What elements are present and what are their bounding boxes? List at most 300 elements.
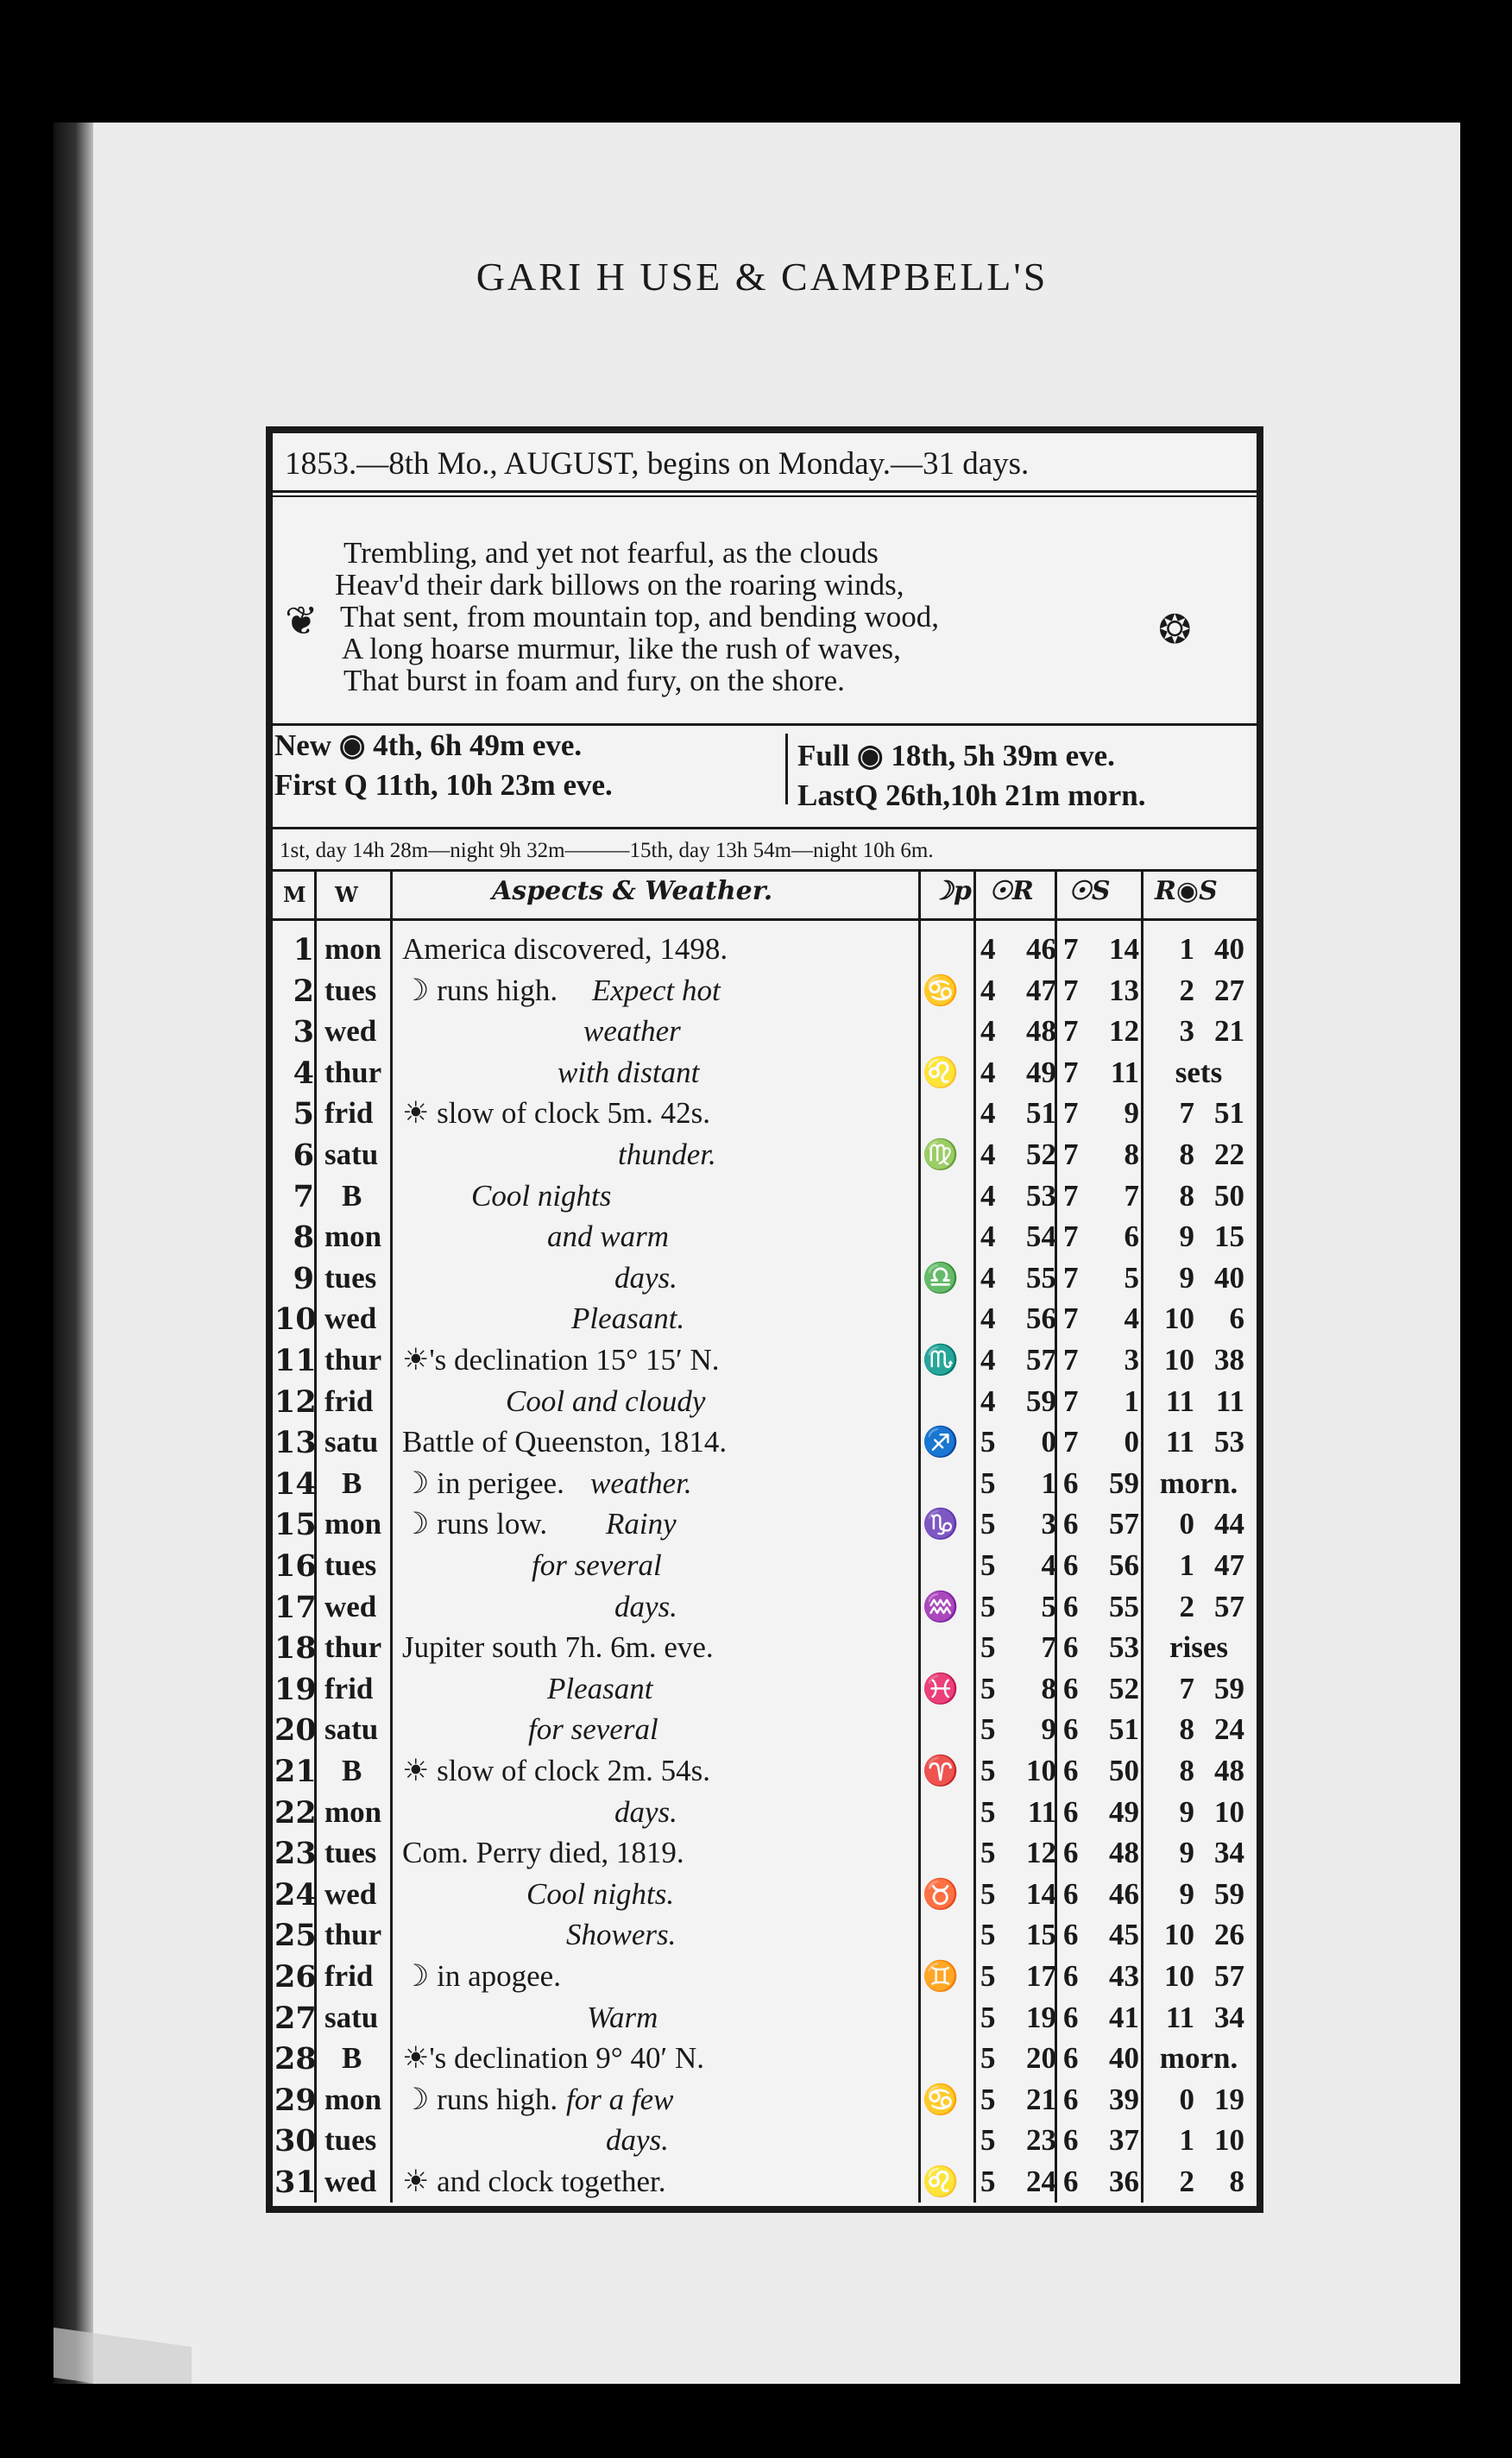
sun-set-hour: 7 [1063, 1056, 1079, 1089]
moon-hour: 2 [1179, 2165, 1194, 2198]
moon-minute: 22 [1214, 1138, 1244, 1171]
weekday: mon [324, 1220, 382, 1253]
aspect-event: ☀ slow of clock 2m. 54s. [402, 1754, 711, 1787]
aspect-event: ☽ runs low. [402, 1507, 548, 1541]
zodiac-sign-icon: ♋ [922, 974, 960, 1008]
weather-note: Cool and cloudy [506, 1384, 706, 1418]
sun-rise-hour: 5 [980, 1507, 996, 1541]
moon-minute: 59 [1214, 1672, 1244, 1705]
sun-rise-minute: 15 [1026, 1918, 1056, 1951]
sun-rise-minute: 10 [1026, 1754, 1056, 1787]
sun-rise-hour: 5 [980, 2165, 996, 2198]
weekday: mon [324, 932, 382, 966]
sun-set-hour: 7 [1063, 1179, 1079, 1213]
day-number: 1 [293, 932, 314, 967]
weekday: frid [324, 1384, 374, 1418]
weather-note: days. [614, 1590, 677, 1623]
aspect-event: America discovered, 1498. [402, 932, 728, 966]
sun-rise-hour: 5 [980, 2001, 996, 2034]
weekday: frid [324, 1672, 374, 1705]
moon-hour: 1 [1179, 1548, 1194, 1582]
day-number: 28 [274, 2041, 317, 2077]
sun-set-hour: 6 [1063, 1466, 1079, 1500]
day-length: 1st, day 14h 28m—night 9h 32m———15th, day 13h 54m—night 10h 6m. [280, 839, 934, 862]
poem-line: That burst in foam and fury, on the shore. [343, 664, 845, 697]
sun-set-hour: 6 [1063, 2083, 1079, 2116]
weather-note: days. [614, 1261, 677, 1295]
moon-minute: 50 [1214, 1179, 1244, 1213]
aspect-event: ☀'s declination 9° 40′ N. [402, 2041, 704, 2075]
sun-set-minute: 9 [1124, 1096, 1139, 1130]
sun-set-minute: 37 [1109, 2123, 1139, 2157]
sun-set-hour: 6 [1063, 2041, 1079, 2075]
weekday: mon [324, 2083, 382, 2116]
sun-set-minute: 48 [1109, 1836, 1139, 1869]
sun-set-hour: 6 [1063, 1672, 1079, 1705]
sun-set-minute: 45 [1109, 1918, 1139, 1951]
day-number: 10 [274, 1301, 317, 1337]
sun-set-minute: 52 [1109, 1672, 1139, 1705]
sun-set-minute: 56 [1109, 1548, 1139, 1582]
publisher-header: GARI H USE & CAMPBELL'S [476, 255, 1049, 299]
sun-set-minute: 8 [1124, 1138, 1139, 1171]
sun-rise-hour: 4 [980, 1220, 996, 1253]
weekday: thur [324, 1343, 382, 1377]
weekday: tues [324, 974, 377, 1007]
sun-rise-minute: 52 [1026, 1138, 1056, 1171]
sun-rise-minute: 47 [1026, 974, 1056, 1007]
phase-first-quarter: First Q 11th, 10h 23m eve. [274, 768, 613, 802]
sun-set-hour: 6 [1063, 1754, 1079, 1787]
sun-set-hour: 6 [1063, 1548, 1079, 1582]
sun-set-hour: 7 [1063, 1138, 1079, 1171]
moon-minute: 51 [1214, 1096, 1244, 1130]
sun-set-minute: 4 [1124, 1301, 1139, 1335]
moon-minute: 24 [1214, 1712, 1244, 1746]
sun-set-minute: 53 [1109, 1630, 1139, 1664]
moon-rise-set-text: morn. [1159, 2041, 1238, 2075]
weather-note: weather [583, 1014, 681, 1048]
aspect-event: Com. Perry died, 1819. [402, 1836, 684, 1869]
weather-note: Warm [587, 2001, 658, 2034]
weekday: B [342, 1179, 362, 1213]
sun-set-minute: 39 [1109, 2083, 1139, 2116]
moon-rise-set-text: morn. [1159, 1466, 1238, 1500]
sun-rise-minute: 12 [1026, 1836, 1056, 1869]
poem [335, 536, 942, 697]
sun-set-hour: 6 [1063, 1959, 1079, 1993]
sun-set-minute: 5 [1124, 1261, 1139, 1295]
sun-rise-hour: 5 [980, 1795, 996, 1829]
moon-minute: 15 [1214, 1220, 1244, 1253]
day-number: 4 [293, 1056, 314, 1091]
sun-set-hour: 7 [1063, 1343, 1079, 1377]
sun-rise-minute: 9 [1041, 1712, 1056, 1746]
weekday: satu [324, 1712, 379, 1746]
sun-set-minute: 57 [1109, 1507, 1139, 1541]
sun-set-minute: 40 [1109, 2041, 1139, 2075]
moon-minute: 40 [1214, 932, 1244, 966]
weekday: tues [324, 2123, 377, 2157]
moon-hour: 1 [1179, 932, 1194, 966]
divider [273, 723, 1257, 726]
sun-set-hour: 7 [1063, 1220, 1079, 1253]
moon-rise-set-text: sets [1175, 1056, 1223, 1089]
moon-minute: 11 [1215, 1384, 1244, 1418]
weather-note: Cool nights [471, 1179, 612, 1213]
moon-hour: 9 [1179, 1795, 1194, 1829]
weekday: satu [324, 1425, 379, 1459]
sun-rise-hour: 4 [980, 1343, 996, 1377]
sun-rise-hour: 5 [980, 1959, 996, 1993]
sun-set-hour: 7 [1063, 1014, 1079, 1048]
sun-set-minute: 14 [1109, 932, 1139, 966]
day-number: 30 [274, 2123, 317, 2159]
sun-rise-minute: 59 [1026, 1384, 1056, 1418]
sun-rise-hour: 5 [980, 1672, 996, 1705]
sun-rise-hour: 5 [980, 1548, 996, 1582]
shell-icon: ❂ [1158, 606, 1192, 652]
moon-hour: 9 [1179, 1261, 1194, 1295]
weekday: wed [324, 1590, 377, 1623]
weather-note: with distant [558, 1056, 700, 1089]
sun-rise-hour: 5 [980, 2041, 996, 2075]
moon-hour: 0 [1179, 2083, 1194, 2116]
moon-minute: 48 [1214, 1754, 1244, 1787]
zodiac-sign-icon: ♌ [922, 2165, 960, 2199]
weather-note: Rainy [606, 1507, 677, 1541]
moon-minute: 59 [1214, 1877, 1244, 1911]
weather-note: weather. [590, 1466, 692, 1500]
calendar-frame [266, 426, 1263, 2213]
sun-rise-hour: 4 [980, 1301, 996, 1335]
zodiac-sign-icon: ♒ [922, 1590, 960, 1624]
sun-rise-minute: 57 [1026, 1343, 1056, 1377]
aspect-event: Battle of Queenston, 1814. [402, 1425, 728, 1459]
day-number: 2 [293, 974, 314, 1009]
sun-set-minute: 3 [1124, 1343, 1139, 1377]
sun-rise-minute: 49 [1026, 1056, 1056, 1089]
weekday: frid [324, 1959, 374, 1993]
sun-set-minute: 1 [1124, 1384, 1139, 1418]
sun-rise-minute: 56 [1026, 1301, 1056, 1335]
sun-rise-minute: 19 [1026, 2001, 1056, 2034]
moon-hour: 8 [1179, 1754, 1194, 1787]
day-number: 14 [274, 1466, 317, 1502]
zodiac-sign-icon: ♍ [922, 1138, 960, 1172]
aspect-event: ☀ slow of clock 5m. 42s. [402, 1096, 711, 1130]
sun-rise-hour: 5 [980, 1712, 996, 1746]
sun-rise-hour: 4 [980, 1138, 996, 1171]
col-rule [918, 869, 921, 2203]
weekday: thur [324, 1918, 382, 1951]
moon-hour: 1 [1179, 2123, 1194, 2157]
zodiac-sign-icon: ♏ [922, 1343, 960, 1377]
weekday: satu [324, 1138, 379, 1171]
sun-set-minute: 12 [1109, 1014, 1139, 1048]
sun-set-hour: 7 [1063, 1301, 1079, 1335]
day-number: 29 [274, 2083, 317, 2118]
day-number: 17 [274, 1590, 317, 1625]
sun-rise-minute: 53 [1026, 1179, 1056, 1213]
zodiac-sign-icon: ♈ [922, 1754, 960, 1788]
weather-note: Pleasant [547, 1672, 653, 1705]
moon-minute: 10 [1214, 2123, 1244, 2157]
moon-minute: 57 [1214, 1959, 1244, 1993]
sun-set-minute: 51 [1109, 1712, 1139, 1746]
moon-minute: 8 [1229, 2165, 1244, 2198]
sun-set-hour: 7 [1063, 1261, 1079, 1295]
aspect-event: Jupiter south 7h. 6m. eve. [402, 1630, 714, 1664]
day-number: 19 [274, 1672, 317, 1707]
weather-note: and warm [547, 1220, 669, 1253]
phase-divider [785, 734, 788, 804]
sun-rise-minute: 21 [1026, 2083, 1056, 2116]
moon-hour: 10 [1164, 1301, 1194, 1335]
sun-rise-hour: 5 [980, 2083, 996, 2116]
sun-set-hour: 7 [1063, 1425, 1079, 1459]
day-number: 15 [274, 1507, 317, 1542]
aspect-event: ☽ in perigee. [402, 1466, 564, 1500]
day-number: 16 [274, 1548, 317, 1584]
sun-set-minute: 13 [1109, 974, 1139, 1007]
divider [273, 869, 1257, 872]
sun-set-hour: 6 [1063, 2123, 1079, 2157]
sun-set-hour: 6 [1063, 1712, 1079, 1746]
weekday: wed [324, 1877, 377, 1911]
zodiac-sign-icon: ♐ [922, 1425, 960, 1459]
sun-rise-hour: 4 [980, 1179, 996, 1213]
moon-hour: 11 [1165, 1425, 1194, 1459]
sun-rise-hour: 5 [980, 1877, 996, 1911]
moon-rise-set-text: rises [1169, 1630, 1229, 1664]
sun-set-hour: 6 [1063, 1507, 1079, 1541]
sun-set-hour: 6 [1063, 1795, 1079, 1829]
col-header-m: M [283, 882, 306, 907]
sun-set-minute: 6 [1124, 1220, 1139, 1253]
sun-set-hour: 6 [1063, 1630, 1079, 1664]
sun-set-hour: 7 [1063, 1384, 1079, 1418]
aspect-event: ☀'s declination 15° 15′ N. [402, 1343, 720, 1377]
moon-hour: 11 [1165, 1384, 1194, 1418]
weekday: frid [324, 1096, 374, 1130]
sun-set-minute: 41 [1109, 2001, 1139, 2034]
weekday: B [342, 2041, 362, 2075]
quill-icon: ❦ [285, 597, 318, 644]
sun-set-hour: 7 [1063, 1096, 1079, 1130]
moon-hour: 7 [1179, 1672, 1194, 1705]
sun-rise-minute: 4 [1041, 1548, 1056, 1582]
moon-hour: 8 [1179, 1712, 1194, 1746]
weekday: wed [324, 1301, 377, 1335]
weekday: mon [324, 1795, 382, 1829]
moon-hour: 10 [1164, 1918, 1194, 1951]
moon-hour: 3 [1179, 1014, 1194, 1048]
weather-note: for a few [566, 2083, 674, 2116]
zodiac-sign-icon: ♊ [922, 1959, 960, 1994]
sun-rise-hour: 5 [980, 1754, 996, 1787]
day-number: 31 [274, 2165, 317, 2200]
weather-note: thunder. [618, 1138, 716, 1171]
col-rule [390, 869, 393, 2203]
moon-hour: 7 [1179, 1096, 1194, 1130]
sun-set-minute: 0 [1124, 1425, 1139, 1459]
weekday: B [342, 1466, 362, 1500]
day-number: 9 [293, 1261, 314, 1296]
sun-set-minute: 50 [1109, 1754, 1139, 1787]
col-rule [973, 869, 976, 2203]
col-header-w: W [335, 882, 358, 907]
sun-rise-minute: 24 [1026, 2165, 1056, 2198]
weather-note: Expect hot [592, 974, 721, 1007]
sun-set-hour: 6 [1063, 2165, 1079, 2198]
day-number: 25 [274, 1918, 317, 1953]
phase-new-moon: New ◉ 4th, 6h 49m eve. [274, 728, 583, 762]
aspect-event: ☀ and clock together. [402, 2165, 666, 2198]
sun-set-minute: 59 [1109, 1466, 1139, 1500]
sun-rise-minute: 46 [1026, 932, 1056, 966]
weekday: wed [324, 2165, 377, 2198]
col-header-moon-rs: R◉S [1155, 876, 1218, 906]
weather-note: Cool nights. [526, 1877, 675, 1911]
weekday: thur [324, 1056, 382, 1089]
sun-set-minute: 43 [1109, 1959, 1139, 1993]
moon-minute: 47 [1214, 1548, 1244, 1582]
day-number: 13 [274, 1425, 317, 1460]
poem-line: A long hoarse murmur, like the rush of waves, [342, 632, 901, 665]
poem-line: That sent, from mountain top, and bending wood, [340, 600, 940, 633]
weather-note: for several [528, 1712, 658, 1746]
month-title: 1853.—8th Mo., AUGUST, begins on Monday.—31 days. [285, 446, 1030, 482]
weather-note: Showers. [566, 1918, 677, 1951]
moon-minute: 10 [1214, 1795, 1244, 1829]
moon-minute: 57 [1214, 1590, 1244, 1623]
sun-rise-hour: 4 [980, 1014, 996, 1048]
sun-rise-hour: 4 [980, 974, 996, 1007]
divider [273, 918, 1257, 921]
weather-note: days. [614, 1795, 677, 1829]
sun-rise-minute: 3 [1041, 1507, 1056, 1541]
sun-rise-hour: 4 [980, 932, 996, 966]
sun-rise-minute: 8 [1041, 1672, 1056, 1705]
col-header-aspects: Aspects & Weather. [492, 876, 773, 906]
aspect-event: ☽ in apogee. [402, 1959, 561, 1993]
moon-hour: 2 [1179, 1590, 1194, 1623]
moon-hour: 0 [1179, 1507, 1194, 1541]
day-number: 5 [293, 1096, 314, 1131]
sun-set-hour: 7 [1063, 974, 1079, 1007]
page-corner-tab [54, 2328, 192, 2384]
moon-hour: 11 [1165, 2001, 1194, 2034]
aspect-event: ☽ runs high. [402, 2083, 558, 2116]
weekday: satu [324, 2001, 379, 2034]
day-number: 3 [293, 1014, 314, 1049]
moon-minute: 34 [1214, 1836, 1244, 1869]
moon-minute: 19 [1214, 2083, 1244, 2116]
phase-full-moon: Full ◉ 18th, 5h 39m eve. [797, 739, 1115, 772]
day-number: 6 [293, 1138, 314, 1173]
sun-rise-minute: 51 [1026, 1096, 1056, 1130]
sun-rise-hour: 4 [980, 1261, 996, 1295]
divider [273, 490, 1257, 493]
day-number: 12 [274, 1384, 317, 1420]
moon-hour: 10 [1164, 1343, 1194, 1377]
weekday: B [342, 1754, 362, 1787]
zodiac-sign-icon: ♎ [922, 1261, 960, 1295]
poem-line: Heav'd their dark billows on the roaring winds, [335, 568, 904, 602]
sun-set-hour: 6 [1063, 2001, 1079, 2034]
zodiac-sign-icon: ♓ [922, 1672, 960, 1706]
sun-rise-hour: 4 [980, 1096, 996, 1130]
moon-minute: 21 [1214, 1014, 1244, 1048]
moon-hour: 10 [1164, 1959, 1194, 1993]
poem-line: Trembling, and yet not fearful, as the clouds [343, 536, 879, 570]
weekday: tues [324, 1836, 377, 1869]
moon-minute: 53 [1214, 1425, 1244, 1459]
moon-hour: 9 [1179, 1220, 1194, 1253]
day-number: 21 [274, 1754, 317, 1789]
sun-rise-minute: 0 [1041, 1425, 1056, 1459]
weekday: wed [324, 1014, 377, 1048]
aspect-event: ☽ runs high. [402, 974, 558, 1007]
moon-minute: 34 [1214, 2001, 1244, 2034]
sun-rise-minute: 54 [1026, 1220, 1056, 1253]
moon-minute: 27 [1214, 974, 1244, 1007]
day-number: 8 [293, 1220, 314, 1255]
sun-set-hour: 6 [1063, 1877, 1079, 1911]
moon-hour: 9 [1179, 1877, 1194, 1911]
weather-note: days. [606, 2123, 669, 2157]
zodiac-sign-icon: ♉ [922, 1877, 960, 1912]
moon-minute: 38 [1214, 1343, 1244, 1377]
phase-last-quarter: LastQ 26th,10h 21m morn. [797, 778, 1146, 812]
sun-rise-hour: 5 [980, 1466, 996, 1500]
sun-rise-minute: 48 [1026, 1014, 1056, 1048]
sun-rise-hour: 4 [980, 1384, 996, 1418]
sun-set-hour: 6 [1063, 1590, 1079, 1623]
weekday: mon [324, 1507, 382, 1541]
day-number: 24 [274, 1877, 317, 1913]
sun-rise-hour: 5 [980, 1630, 996, 1664]
zodiac-sign-icon: ♋ [922, 2083, 960, 2117]
day-number: 27 [274, 2001, 317, 2036]
sun-rise-hour: 4 [980, 1056, 996, 1089]
sun-rise-minute: 5 [1041, 1590, 1056, 1623]
sun-set-minute: 49 [1109, 1795, 1139, 1829]
sun-set-hour: 6 [1063, 1836, 1079, 1869]
book-spine-shadow [54, 123, 93, 2384]
sun-rise-minute: 17 [1026, 1959, 1056, 1993]
sun-rise-hour: 5 [980, 1836, 996, 1869]
weekday: tues [324, 1548, 377, 1582]
divider [273, 827, 1257, 829]
day-number: 20 [274, 1712, 317, 1748]
moon-minute: 6 [1229, 1301, 1244, 1335]
sun-set-hour: 6 [1063, 1918, 1079, 1951]
moon-hour: 8 [1179, 1179, 1194, 1213]
weather-note: for several [532, 1548, 662, 1582]
sun-rise-minute: 14 [1026, 1877, 1056, 1911]
col-header-sun-rises: ☉R [989, 876, 1034, 906]
sun-rise-minute: 20 [1026, 2041, 1056, 2075]
sun-set-hour: 7 [1063, 932, 1079, 966]
sun-rise-minute: 11 [1027, 1795, 1056, 1829]
sun-set-minute: 36 [1109, 2165, 1139, 2198]
sun-set-minute: 7 [1124, 1179, 1139, 1213]
moon-hour: 9 [1179, 1836, 1194, 1869]
col-rule [1141, 869, 1143, 2203]
divider [273, 495, 1257, 497]
